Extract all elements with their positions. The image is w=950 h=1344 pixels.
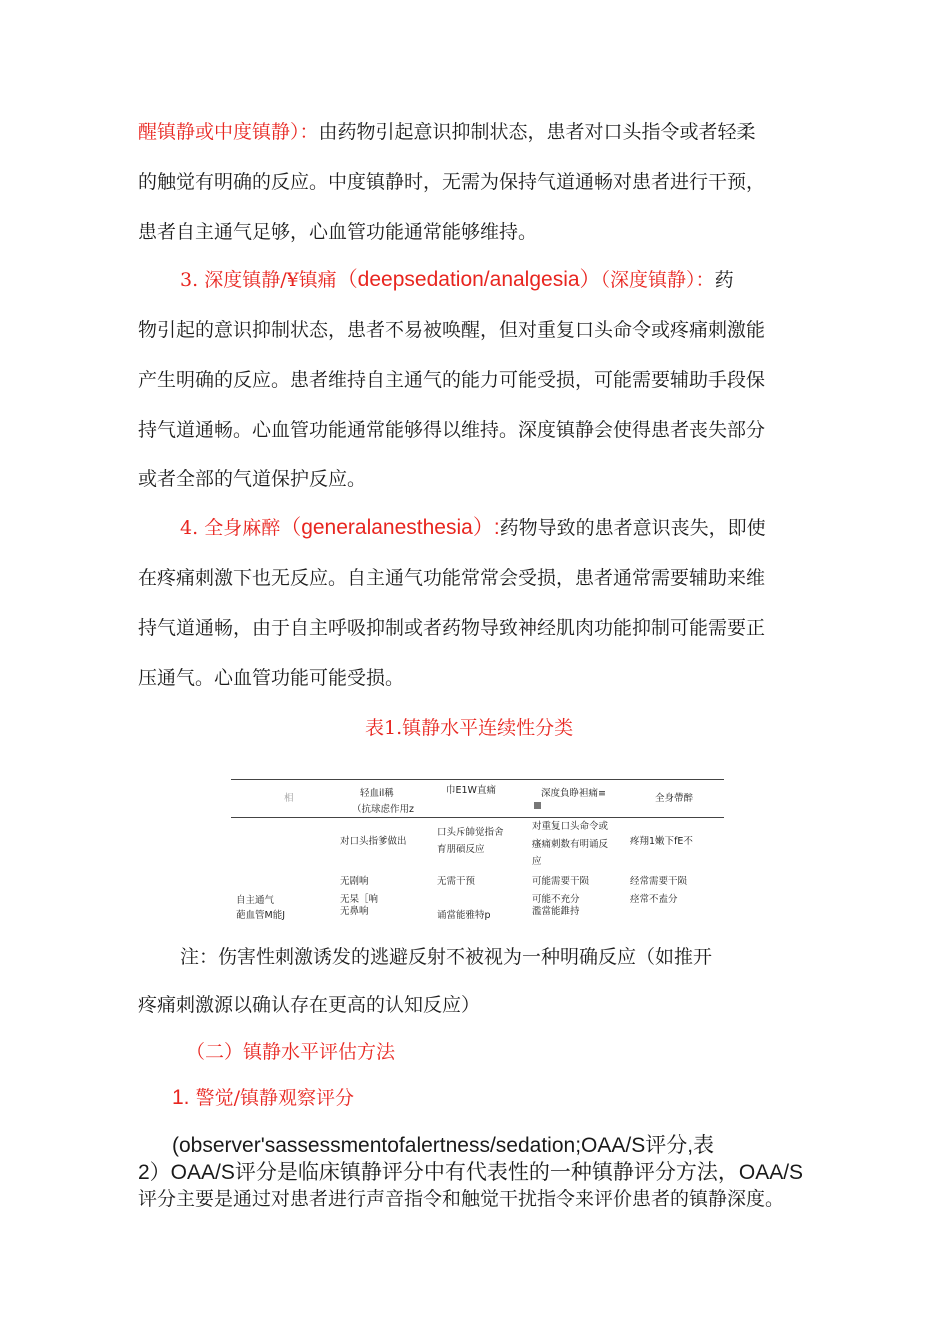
p3-line3: 持气道通畅，由于自主呼吸抑制或者药物导致神经肌肉功能抑制可能需要正 <box>138 617 766 639</box>
table-cell-r2c4: 经常需要干陨 <box>630 876 688 887</box>
table-header-1a: 轻血il稱 <box>360 788 394 799</box>
table-cell-r3c3b: 濫當能錐持 <box>532 906 580 917</box>
table-cell-r2c2: 无需干预 <box>437 876 476 887</box>
table-top-rule <box>231 779 724 780</box>
p3-title-en: （generalanesthesia）: <box>280 516 500 539</box>
note-line1: 注：伤害性刺激诱发的逃避反射不被视为一种明确反应（如推开 <box>180 946 713 968</box>
p2-line1 <box>180 268 734 292</box>
subsection-num: 1. <box>172 1086 190 1109</box>
p2-text: 药 <box>714 269 734 291</box>
subsection-heading <box>172 1086 354 1110</box>
table-row-label-airway: 自主通气 <box>236 895 275 906</box>
table-cell-r3c3: 可能不充分 <box>532 894 580 905</box>
table-cell-r1c1: 对口头指爹做出 <box>340 836 407 847</box>
p2-line4: 持气道通畅。心血管功能通常能够得以维持。深度镇静会使得患者丧失部分 <box>138 419 766 441</box>
table-header-4: 全身帶醉 <box>655 793 694 804</box>
table-cell-r1c2: 口头斥帥觉指舍 <box>437 827 504 838</box>
p3-title-cn: 全身麻醉 <box>204 517 281 539</box>
section-body-line2: 2）OAA/S评分是临床镇静评分中有代表性的一种镇静评分方法，OAA/S <box>138 1161 804 1184</box>
p3-line2: 在疼痛刺激下也无反应。自主通气功能常常会受损，患者通常需要辅助来维 <box>138 567 766 589</box>
section-heading: （二）镇静水平评估方法 <box>186 1041 396 1063</box>
table-cell-r1c4: 疼翔1嫩下fE不 <box>630 836 693 847</box>
p2-num: 3. <box>180 269 199 291</box>
p2-title-cn: 深度镇静/¥镇痛 <box>204 269 337 291</box>
table-header-rule <box>231 817 724 818</box>
table-cell-r1c3: 对重复口头命令或 <box>532 821 609 832</box>
p1-red-text: 醒镇静或中度镇静）： <box>138 121 319 143</box>
p3-num: 4. <box>180 517 199 539</box>
table-cell-r2c3: 可能需要干陨 <box>532 876 590 887</box>
p2-paren: （深度镇静）： <box>600 269 715 291</box>
table-cell-r3c4: 痉常不盍分 <box>630 894 678 905</box>
p3-line1 <box>180 516 766 540</box>
p2-line2: 物引起的意识抑制状态，患者不易被唤醒，但对重复口头命令或疼痛刺激能 <box>138 319 766 341</box>
table-row-label-cardio: 葩血管M能J <box>236 910 285 921</box>
note-line2: 疼痛刺激源以确认存在更高的认知反应） <box>138 994 481 1016</box>
p1-line1 <box>138 120 756 144</box>
subsection-title: 警觉/镇静观察评分 <box>195 1087 354 1109</box>
p3-text: 药物导致的患者意识丧失，即使 <box>499 517 766 539</box>
table-cell-r1c3c: 应 <box>532 856 542 867</box>
section-body-line3: 评分主要是通过对患者进行声音指令和触觉干扰指令来评价患者的镇静深度。 <box>138 1188 785 1210</box>
table-header-1b: （抗球虑作用z <box>352 804 414 815</box>
table-caption: 表1.镇静水平连续性分类 <box>365 717 574 739</box>
p1-text: 由药物引起意识抑制状态，患者对口头指令或者轻柔 <box>318 121 756 143</box>
table-header-0: 相 <box>284 793 294 804</box>
table-header-3-marker <box>534 799 541 813</box>
section-body-line1: (observer'sassessmentofalertness/sedation;OAA/S评分,表 <box>172 1134 715 1157</box>
table-cell-r3c1: 无杲［响 <box>340 894 379 905</box>
p1-line3: 患者自主通气足够，心血管功能通常能够维持。 <box>138 221 538 243</box>
table-cell-r2c1: 无剧响 <box>340 876 369 887</box>
table-cell-r4c2: 诵當能雅特p <box>437 910 491 921</box>
p3-line4: 压通气。心血管功能可能受损。 <box>138 667 405 689</box>
p2-line3: 产生明确的反应。患者维持自主通气的能力可能受损，可能需要辅助手段保 <box>138 369 766 391</box>
table-cell-r1c3b: 瘙痛刺数有明诵反 <box>532 839 609 850</box>
p1-line2: 的触觉有明确的反应。中度镇静时，无需为保持气道通畅对患者进行干预， <box>138 171 766 193</box>
p2-title-en: （deepsedation/analgesia） <box>336 268 601 291</box>
p2-line5: 或者全部的气道保护反应。 <box>138 468 367 490</box>
table-header-2: 巾E1W直痛 <box>446 785 496 796</box>
table-cell-r1c2b: 育朋碩反应 <box>437 844 485 855</box>
table-header-3: 深度負睁袒痛≡ <box>541 788 606 799</box>
table-cell-r3c1b: 无鼻响 <box>340 906 369 917</box>
